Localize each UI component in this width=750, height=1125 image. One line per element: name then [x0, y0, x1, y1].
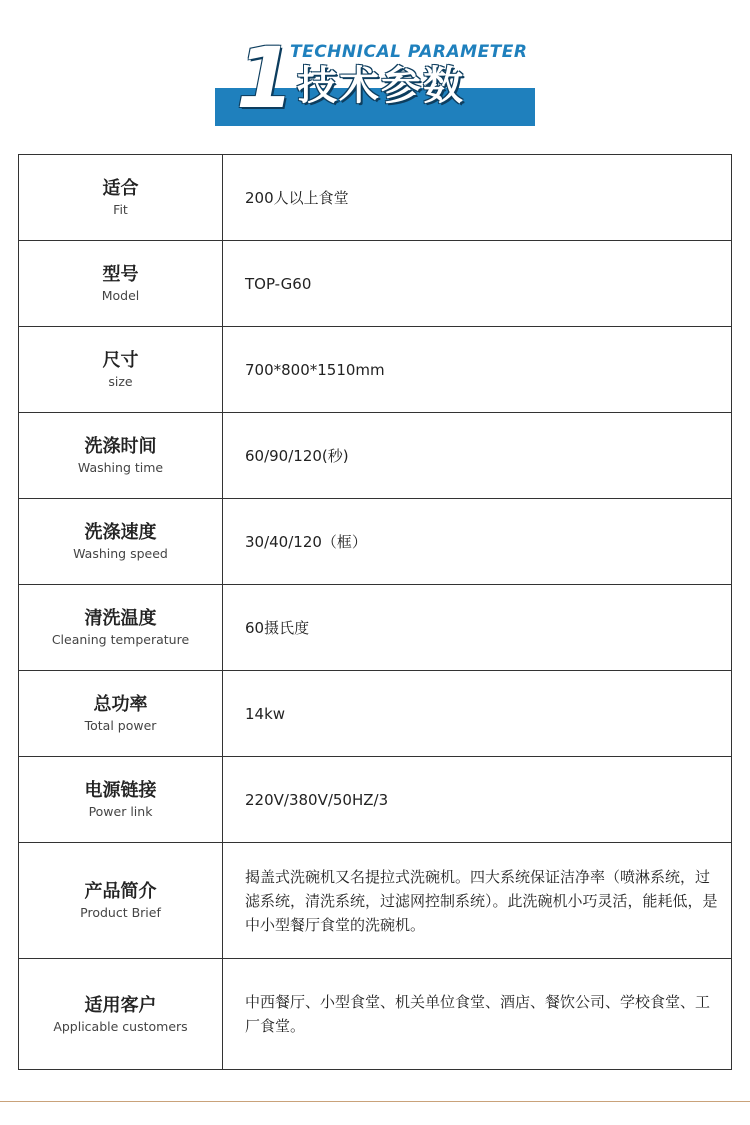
section-header	[0, 0, 750, 140]
label-en: Total power	[84, 718, 157, 733]
row-label	[19, 155, 223, 240]
label-en: Model	[101, 288, 140, 303]
row-label	[19, 499, 223, 584]
row-value: 200人以上食堂	[245, 188, 349, 207]
row-value: 揭盖式洗碗机又名提拉式洗碗机。四大系统保证洁净率（喷淋系统，过滤系统，清洗系统，过滤网控制系统）。此洗碗机小巧灵活，能耗低，是中小型餐厅食堂的洗碗机。	[245, 867, 718, 934]
label-en: Power link	[88, 804, 153, 819]
label-en: Product Brief	[80, 905, 161, 920]
table-row	[19, 155, 731, 241]
label-cn: 洗涤时间	[84, 436, 157, 457]
row-label	[19, 241, 223, 326]
row-label	[19, 413, 223, 498]
table-row	[19, 843, 731, 959]
section-title-cn: 技术参数	[297, 63, 465, 109]
row-label	[19, 959, 223, 1069]
row-label	[19, 585, 223, 670]
table-row	[19, 585, 731, 671]
row-label	[19, 327, 223, 412]
row-label	[19, 757, 223, 842]
section-number: 1	[236, 29, 295, 127]
label-en: size	[108, 374, 133, 389]
table-row	[19, 327, 731, 413]
label-cn: 适合	[102, 178, 139, 199]
label-cn: 适用客户	[84, 994, 157, 1016]
table-row	[19, 671, 731, 757]
label-cn: 洗涤速度	[84, 522, 157, 543]
label-cn: 总功率	[93, 694, 148, 715]
row-label	[19, 671, 223, 756]
label-en: Washing time	[77, 460, 164, 475]
label-en: Washing speed	[73, 546, 168, 561]
section-title-en: TECHNICAL PARAMETER	[290, 42, 528, 62]
row-value: 220V/380V/50HZ/3	[245, 790, 389, 809]
label-cn: 尺寸	[102, 350, 139, 371]
label-cn: 产品简介	[84, 881, 157, 902]
label-en: Fit	[113, 202, 128, 217]
row-value: 30/40/120（框）	[245, 532, 367, 551]
parameter-table	[18, 154, 732, 1070]
table-row	[19, 413, 731, 499]
table-row	[19, 959, 731, 1069]
table-row	[19, 241, 731, 327]
row-value: 60/90/120(秒)	[245, 446, 349, 465]
table-row	[19, 757, 731, 843]
row-value: 中西餐厅、小型食堂、机关单位食堂、酒店、餐饮公司、学校食堂、工厂食堂。	[245, 993, 711, 1035]
bottom-divider	[0, 1101, 750, 1102]
table-row	[19, 499, 731, 585]
row-value: 60摄氏度	[245, 618, 310, 637]
label-en: Applicable customers	[53, 1018, 188, 1034]
row-value: 700*800*1510mm	[245, 360, 385, 379]
row-value: 14kw	[245, 704, 286, 723]
row-value: TOP-G60	[245, 274, 312, 293]
label-cn: 清洗温度	[84, 608, 157, 629]
label-cn: 电源链接	[84, 780, 157, 801]
row-label	[19, 843, 223, 958]
label-cn: 型号	[102, 264, 139, 285]
label-en: Cleaning temperature	[51, 632, 190, 647]
